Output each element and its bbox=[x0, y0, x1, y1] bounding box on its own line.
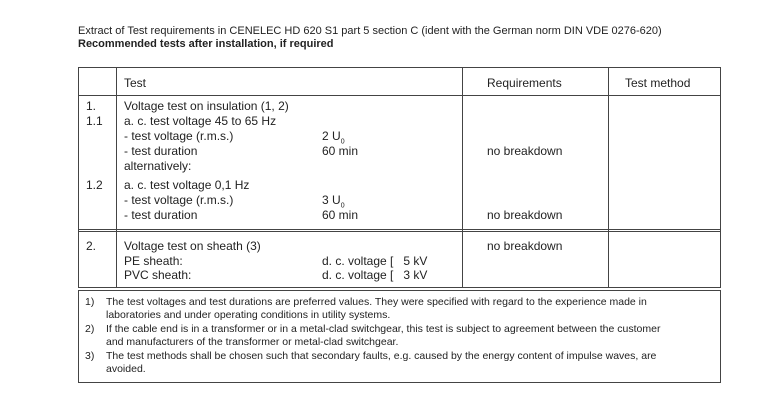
document-subheading: Recommended tests after installation, if required bbox=[78, 38, 334, 50]
table-col-divider-3 bbox=[608, 67, 609, 288]
voltage-subscript: 0 bbox=[340, 202, 345, 210]
footnote-mark: 2) bbox=[85, 323, 95, 335]
table-header-divider bbox=[78, 95, 721, 96]
row-label: alternatively: bbox=[124, 159, 192, 173]
footnote-text: The test voltages and test durations are preferred values. They were specified with regard to the experience made in bbox=[106, 296, 647, 308]
row-label: - test voltage (r.m.s.) bbox=[124, 193, 234, 207]
row-title: a. c. test voltage 0,1 Hz bbox=[124, 178, 250, 192]
row-title: Voltage test on sheath (3) bbox=[124, 239, 261, 253]
voltage-value: 3 U bbox=[322, 193, 341, 207]
voltage-subscript: 0 bbox=[340, 138, 345, 146]
row-number: 1.2 bbox=[86, 178, 103, 192]
row-label: PE sheath: bbox=[124, 254, 183, 268]
row-number: 1. bbox=[86, 99, 97, 113]
row-label: - test voltage (r.m.s.) bbox=[124, 129, 234, 143]
header-test: Test bbox=[124, 76, 147, 90]
row-requirement: no breakdown bbox=[487, 208, 563, 222]
footnote-text: If the cable end is in a transformer or in a metal-clad switchgear, this test is subject to agreement between the customer bbox=[106, 323, 661, 335]
document-heading: Extract of Test requirements in CENELEC HD 620 S1 part 5 section C (ident with the German norm DIN VDE 0276-620) bbox=[78, 25, 662, 37]
row-number: 2. bbox=[86, 239, 97, 253]
footnote-text: The test methods shall be chosen such that secondary faults, e.g. caused by the energy content of impulse waves, are bbox=[106, 350, 657, 362]
footnote-mark: 3) bbox=[85, 350, 95, 362]
row-label: PVC sheath: bbox=[124, 268, 192, 282]
row-value: 60 min bbox=[322, 144, 359, 158]
row-requirement: no breakdown bbox=[487, 239, 563, 253]
row-requirement: no breakdown bbox=[487, 144, 563, 158]
row-value bbox=[322, 129, 345, 145]
table-col-divider-1 bbox=[116, 67, 117, 288]
voltage-value: 2 U bbox=[322, 129, 341, 143]
row-value: d. c. voltage [ 5 kV bbox=[322, 254, 428, 268]
row-number: 1.1 bbox=[86, 114, 103, 128]
table-row-divider bbox=[78, 229, 721, 230]
header-test-method: Test method bbox=[625, 76, 691, 90]
table-row-divider-double bbox=[78, 231, 721, 232]
row-value: d. c. voltage [ 3 kV bbox=[322, 268, 428, 282]
header-requirements: Requirements bbox=[487, 76, 562, 90]
row-title: Voltage test on insulation (1, 2) bbox=[124, 99, 289, 113]
footnote-text: avoided. bbox=[106, 363, 146, 375]
footnote-mark: 1) bbox=[85, 296, 95, 308]
footnote-text: laboratories and under operating conditions in utility systems. bbox=[106, 309, 391, 321]
row-value: 60 min bbox=[322, 208, 359, 222]
row-value bbox=[322, 193, 345, 209]
row-title: a. c. test voltage 45 to 65 Hz bbox=[124, 114, 277, 128]
table-col-divider-2 bbox=[462, 67, 463, 288]
row-label: - test duration bbox=[124, 144, 198, 158]
row-label: - test duration bbox=[124, 208, 198, 222]
footnote-text: and manufacturers of the transformer or metal-clad switchgear. bbox=[106, 336, 399, 348]
